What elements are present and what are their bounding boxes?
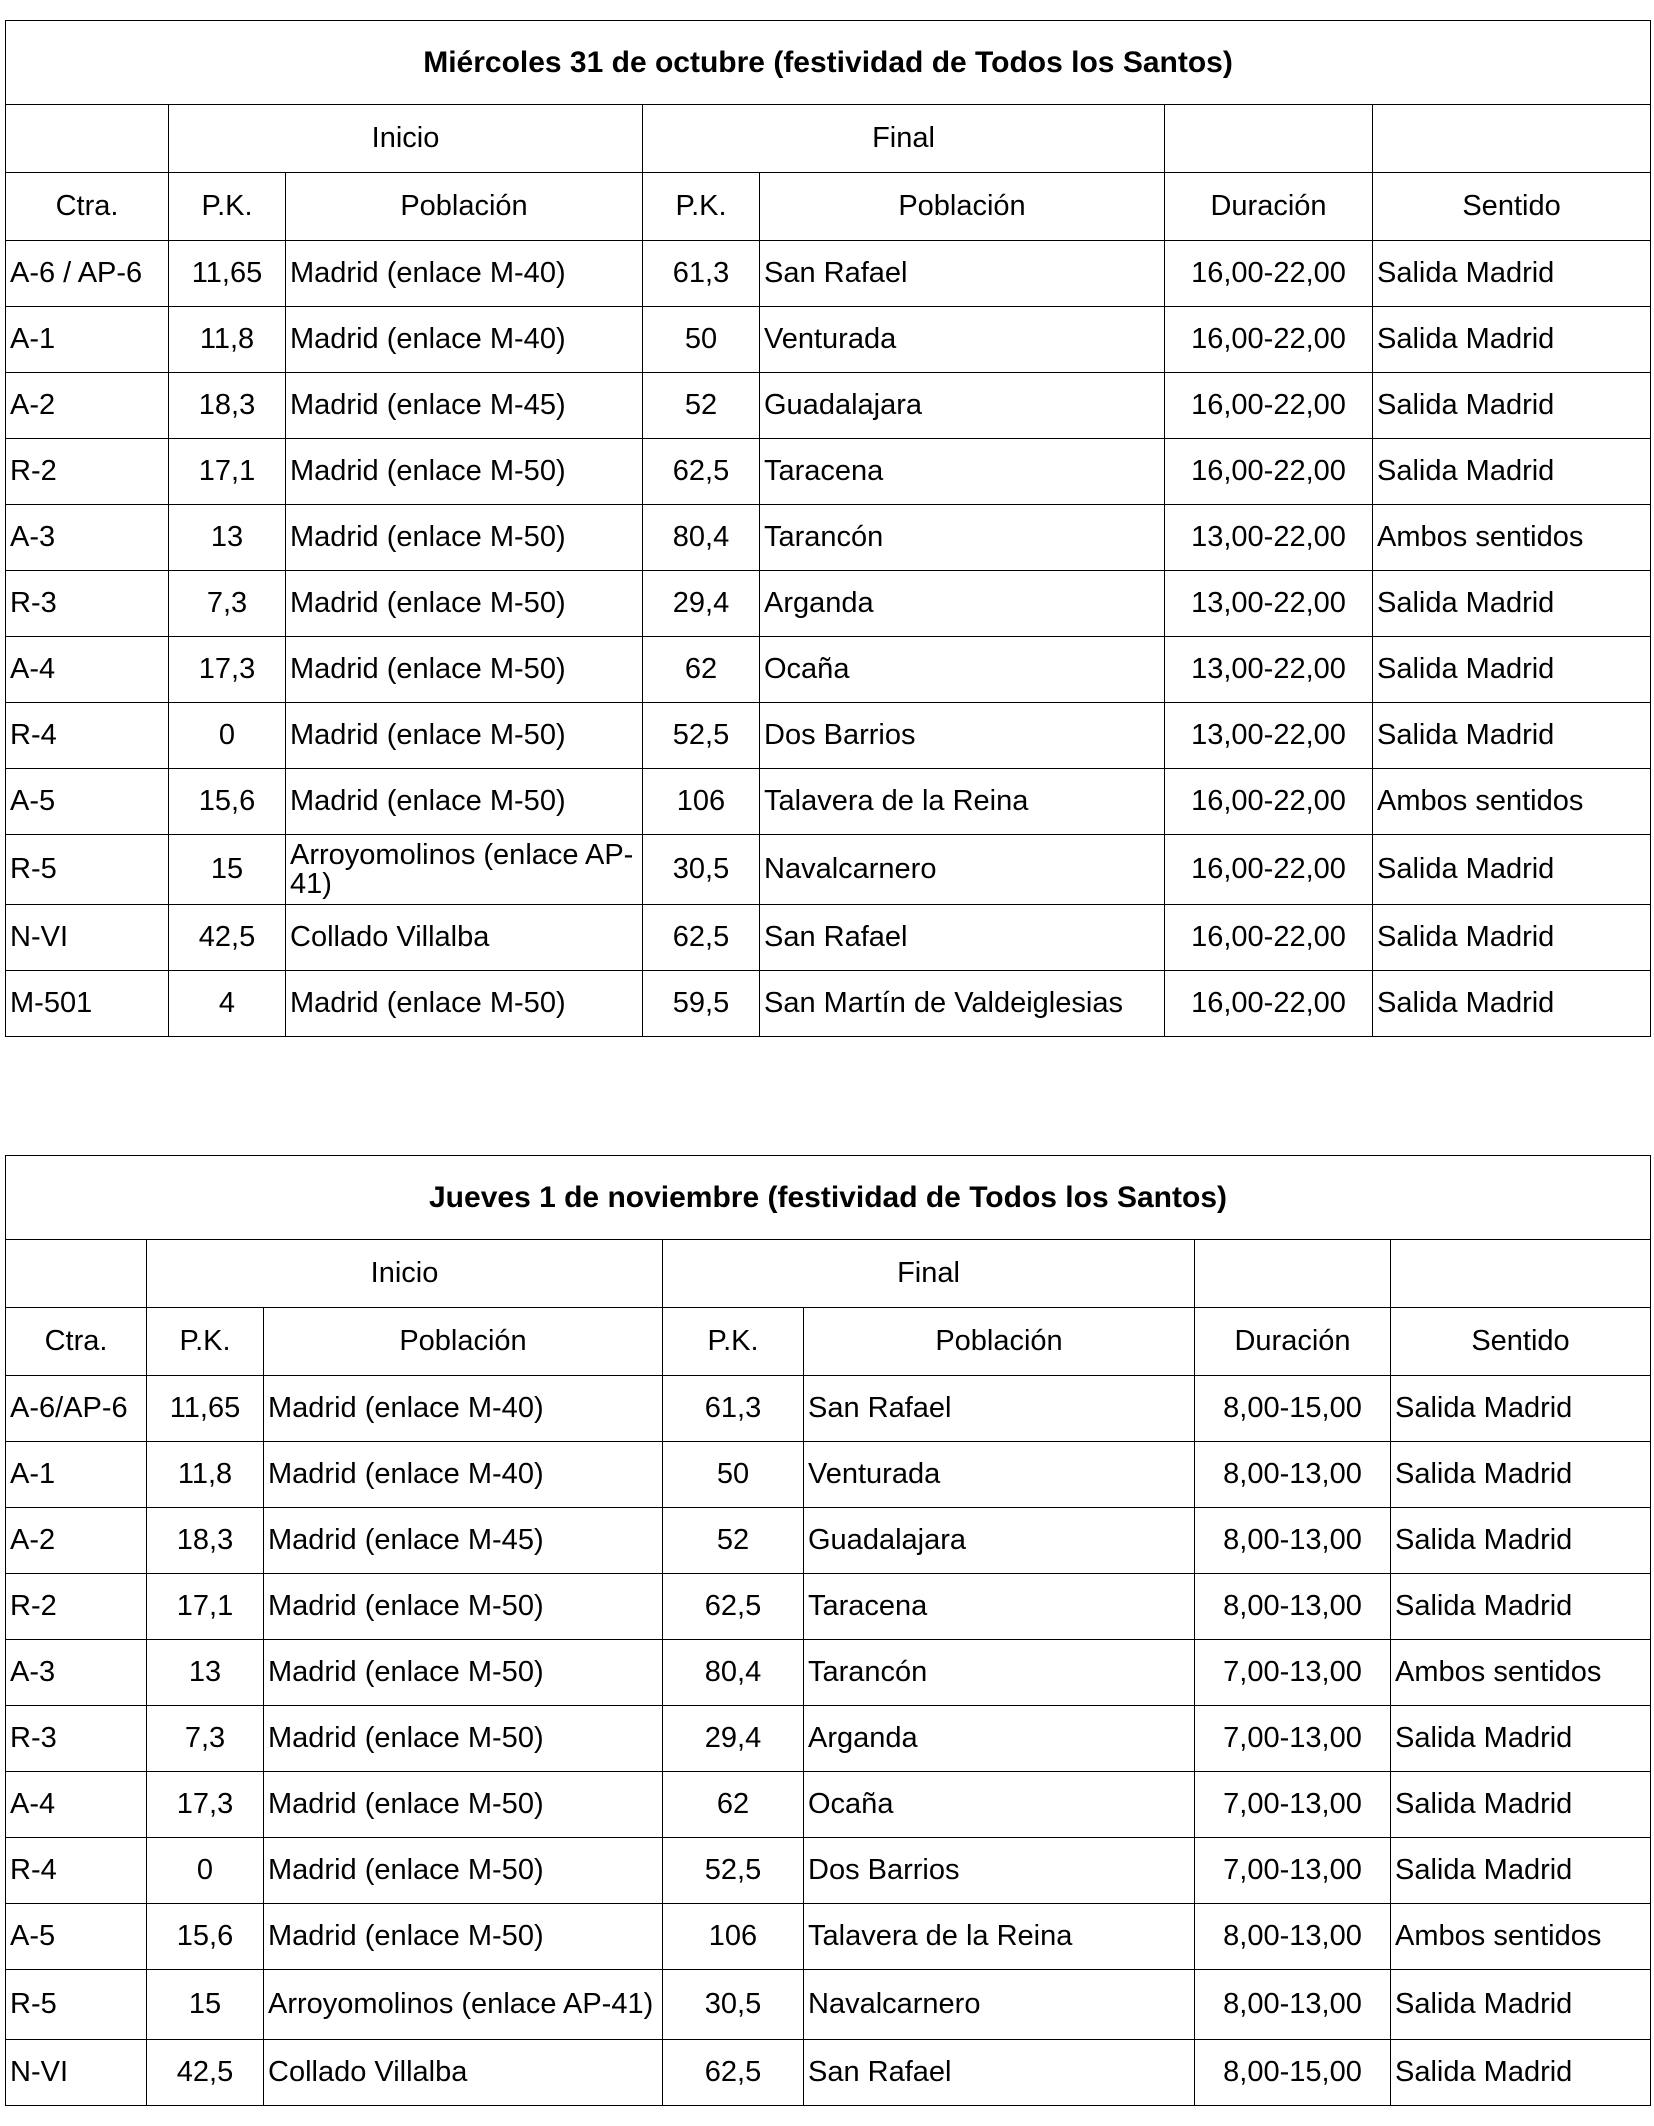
end-pk-cell: 29,4: [643, 571, 760, 637]
road-cell: M-501: [6, 971, 169, 1037]
start-pk-cell: 15: [169, 835, 286, 905]
duration-cell: 13,00-22,00: [1165, 571, 1373, 637]
table-row: [6, 703, 1651, 769]
column-header: Duración: [1165, 173, 1373, 241]
duration-cell: 7,00-13,00: [1195, 1640, 1391, 1706]
start-pk-cell: 0: [147, 1838, 264, 1904]
direction-cell: Salida Madrid: [1373, 637, 1651, 703]
end-town-cell: San Rafael: [804, 1376, 1195, 1442]
road-cell: R-3: [6, 571, 169, 637]
start-pk-cell: 11,8: [169, 307, 286, 373]
end-town-cell: Venturada: [804, 1442, 1195, 1508]
direction-cell: Salida Madrid: [1391, 1376, 1651, 1442]
start-town-cell: Madrid (enlace M-50): [264, 1838, 663, 1904]
column-header: Sentido: [1373, 173, 1651, 241]
group-header-inicio: Inicio: [169, 105, 643, 173]
column-header: Duración: [1195, 1308, 1391, 1376]
column-header: Sentido: [1391, 1308, 1651, 1376]
end-town-cell: Talavera de la Reina: [804, 1904, 1195, 1970]
start-pk-cell: 4: [169, 971, 286, 1037]
group-header-empty: [1195, 1240, 1391, 1308]
road-cell: A-2: [6, 1508, 147, 1574]
start-pk-cell: 11,8: [147, 1442, 264, 1508]
end-town-cell: Taracena: [760, 439, 1165, 505]
end-pk-cell: 62: [663, 1772, 804, 1838]
column-header: Población: [286, 173, 643, 241]
table-row: [6, 439, 1651, 505]
group-header-empty: [1165, 105, 1373, 173]
road-cell: A-6 / AP-6: [6, 241, 169, 307]
road-cell: A-1: [6, 1442, 147, 1508]
road-cell: R-2: [6, 1574, 147, 1640]
table-title: Jueves 1 de noviembre (festividad de Todos los Santos): [6, 1156, 1651, 1240]
start-pk-cell: 7,3: [147, 1706, 264, 1772]
end-pk-cell: 29,4: [663, 1706, 804, 1772]
column-header: Ctra.: [6, 1308, 147, 1376]
end-town-cell: Ocaña: [804, 1772, 1195, 1838]
direction-cell: Salida Madrid: [1373, 905, 1651, 971]
road-cell: A-4: [6, 1772, 147, 1838]
end-town-cell: Ocaña: [760, 637, 1165, 703]
road-cell: A-4: [6, 637, 169, 703]
start-pk-cell: 7,3: [169, 571, 286, 637]
group-header-final: Final: [663, 1240, 1195, 1308]
end-town-cell: San Rafael: [804, 2040, 1195, 2106]
end-pk-cell: 52: [643, 373, 760, 439]
start-pk-cell: 11,65: [169, 241, 286, 307]
table-row: [6, 1904, 1651, 1970]
road-cell: R-4: [6, 1838, 147, 1904]
table-row: [6, 1442, 1651, 1508]
road-cell: N-VI: [6, 905, 169, 971]
column-header: P.K.: [643, 173, 760, 241]
group-header-row: [6, 1240, 1651, 1308]
direction-cell: Salida Madrid: [1373, 571, 1651, 637]
table-row: [6, 1376, 1651, 1442]
schedule-table-oct31: [5, 20, 1651, 1037]
table-row: [6, 241, 1651, 307]
end-pk-cell: 80,4: [643, 505, 760, 571]
duration-cell: 8,00-13,00: [1195, 1574, 1391, 1640]
start-pk-cell: 13: [147, 1640, 264, 1706]
direction-cell: Salida Madrid: [1391, 1706, 1651, 1772]
duration-cell: 13,00-22,00: [1165, 505, 1373, 571]
start-pk-cell: 13: [169, 505, 286, 571]
end-pk-cell: 62,5: [663, 2040, 804, 2106]
start-pk-cell: 15,6: [147, 1904, 264, 1970]
start-town-cell: Madrid (enlace M-50): [264, 1706, 663, 1772]
end-town-cell: Arganda: [760, 571, 1165, 637]
end-pk-cell: 52: [663, 1508, 804, 1574]
start-town-cell: Madrid (enlace M-50): [286, 439, 643, 505]
duration-cell: 13,00-22,00: [1165, 703, 1373, 769]
start-pk-cell: 0: [169, 703, 286, 769]
column-header: P.K.: [147, 1308, 264, 1376]
end-pk-cell: 30,5: [643, 835, 760, 905]
start-town-cell: Madrid (enlace M-45): [264, 1508, 663, 1574]
end-pk-cell: 62,5: [643, 439, 760, 505]
duration-cell: 7,00-13,00: [1195, 1772, 1391, 1838]
group-header-empty: [6, 105, 169, 173]
table-row: [6, 1574, 1651, 1640]
end-pk-cell: 52,5: [643, 703, 760, 769]
direction-cell: Ambos sentidos: [1373, 769, 1651, 835]
end-town-cell: Dos Barrios: [804, 1838, 1195, 1904]
road-cell: A-6/AP-6: [6, 1376, 147, 1442]
road-cell: A-5: [6, 1904, 147, 1970]
start-town-cell: Madrid (enlace M-50): [286, 769, 643, 835]
column-header: P.K.: [169, 173, 286, 241]
end-pk-cell: 62,5: [643, 905, 760, 971]
table-row: [6, 1640, 1651, 1706]
end-town-cell: Talavera de la Reina: [760, 769, 1165, 835]
start-town-cell: Madrid (enlace M-50): [264, 1772, 663, 1838]
road-cell: R-3: [6, 1706, 147, 1772]
road-cell: R-5: [6, 1970, 147, 2040]
start-town-cell: Collado Villalba: [286, 905, 643, 971]
start-town-cell: Madrid (enlace M-50): [286, 971, 643, 1037]
end-town-cell: Tarancón: [760, 505, 1165, 571]
end-pk-cell: 50: [643, 307, 760, 373]
duration-cell: 8,00-15,00: [1195, 1376, 1391, 1442]
end-town-cell: Taracena: [804, 1574, 1195, 1640]
start-pk-cell: 18,3: [147, 1508, 264, 1574]
duration-cell: 16,00-22,00: [1165, 835, 1373, 905]
start-town-cell: Madrid (enlace M-50): [286, 505, 643, 571]
start-town-cell: Madrid (enlace M-40): [286, 307, 643, 373]
road-cell: R-2: [6, 439, 169, 505]
start-pk-cell: 17,1: [169, 439, 286, 505]
end-pk-cell: 106: [643, 769, 760, 835]
group-header-empty: [6, 1240, 147, 1308]
table-row: [6, 835, 1651, 905]
duration-cell: 8,00-13,00: [1195, 1442, 1391, 1508]
road-cell: N-VI: [6, 2040, 147, 2106]
end-town-cell: Navalcarnero: [760, 835, 1165, 905]
table-row: [6, 1970, 1651, 2040]
road-cell: A-3: [6, 505, 169, 571]
group-header-final: Final: [643, 105, 1165, 173]
duration-cell: 16,00-22,00: [1165, 769, 1373, 835]
table-row: [6, 637, 1651, 703]
duration-cell: 8,00-13,00: [1195, 1970, 1391, 2040]
start-town-cell: Madrid (enlace M-50): [286, 571, 643, 637]
start-pk-cell: 18,3: [169, 373, 286, 439]
end-pk-cell: 61,3: [663, 1376, 804, 1442]
start-town-cell: Madrid (enlace M-50): [286, 703, 643, 769]
start-pk-cell: 17,3: [169, 637, 286, 703]
duration-cell: 13,00-22,00: [1165, 637, 1373, 703]
start-town-cell: Madrid (enlace M-40): [286, 241, 643, 307]
duration-cell: 7,00-13,00: [1195, 1838, 1391, 1904]
direction-cell: Salida Madrid: [1373, 307, 1651, 373]
end-pk-cell: 50: [663, 1442, 804, 1508]
table-row: [6, 905, 1651, 971]
start-town-cell: Arroyomolinos (enlace AP-41): [286, 835, 643, 905]
direction-cell: Salida Madrid: [1391, 1508, 1651, 1574]
column-header: Población: [804, 1308, 1195, 1376]
direction-cell: Salida Madrid: [1391, 1442, 1651, 1508]
start-town-cell: Madrid (enlace M-50): [264, 1574, 663, 1640]
start-town-cell: Madrid (enlace M-50): [286, 637, 643, 703]
schedule-table-nov1: [5, 1155, 1651, 2106]
duration-cell: 16,00-22,00: [1165, 307, 1373, 373]
duration-cell: 7,00-13,00: [1195, 1706, 1391, 1772]
start-pk-cell: 15: [147, 1970, 264, 2040]
direction-cell: Salida Madrid: [1373, 835, 1651, 905]
table-row: [6, 505, 1651, 571]
start-pk-cell: 17,3: [147, 1772, 264, 1838]
start-pk-cell: 11,65: [147, 1376, 264, 1442]
direction-cell: Salida Madrid: [1373, 971, 1651, 1037]
direction-cell: Salida Madrid: [1391, 2040, 1651, 2106]
road-cell: R-4: [6, 703, 169, 769]
direction-cell: Ambos sentidos: [1373, 505, 1651, 571]
end-pk-cell: 106: [663, 1904, 804, 1970]
road-cell: R-5: [6, 835, 169, 905]
start-town-cell: Madrid (enlace M-45): [286, 373, 643, 439]
table-row: [6, 571, 1651, 637]
duration-cell: 8,00-15,00: [1195, 2040, 1391, 2106]
duration-cell: 16,00-22,00: [1165, 905, 1373, 971]
duration-cell: 16,00-22,00: [1165, 439, 1373, 505]
end-pk-cell: 52,5: [663, 1838, 804, 1904]
start-pk-cell: 15,6: [169, 769, 286, 835]
end-town-cell: San Rafael: [760, 241, 1165, 307]
start-town-cell: Madrid (enlace M-40): [264, 1442, 663, 1508]
end-town-cell: Tarancón: [804, 1640, 1195, 1706]
table-row: [6, 1508, 1651, 1574]
table-row: [6, 1772, 1651, 1838]
direction-cell: Salida Madrid: [1373, 241, 1651, 307]
duration-cell: 16,00-22,00: [1165, 241, 1373, 307]
table-row: [6, 769, 1651, 835]
table-row: [6, 373, 1651, 439]
group-header-empty: [1373, 105, 1651, 173]
column-header-row: [6, 1308, 1651, 1376]
table-title-row: [6, 21, 1651, 105]
duration-cell: 8,00-13,00: [1195, 1904, 1391, 1970]
road-cell: A-5: [6, 769, 169, 835]
start-town-cell: Arroyomolinos (enlace AP-41): [264, 1970, 663, 2040]
direction-cell: Ambos sentidos: [1391, 1640, 1651, 1706]
direction-cell: Salida Madrid: [1373, 703, 1651, 769]
duration-cell: 8,00-13,00: [1195, 1508, 1391, 1574]
start-pk-cell: 42,5: [147, 2040, 264, 2106]
start-town-cell: Madrid (enlace M-50): [264, 1640, 663, 1706]
direction-cell: Salida Madrid: [1373, 373, 1651, 439]
column-header-row: [6, 173, 1651, 241]
direction-cell: Salida Madrid: [1391, 1838, 1651, 1904]
table-title-row: [6, 1156, 1651, 1240]
direction-cell: Salida Madrid: [1391, 1574, 1651, 1640]
start-pk-cell: 17,1: [147, 1574, 264, 1640]
start-town-cell: Madrid (enlace M-40): [264, 1376, 663, 1442]
table-title: Miércoles 31 de octubre (festividad de Todos los Santos): [6, 21, 1651, 105]
direction-cell: Salida Madrid: [1391, 1772, 1651, 1838]
start-town-cell: Collado Villalba: [264, 2040, 663, 2106]
column-header: Población: [264, 1308, 663, 1376]
column-header: Población: [760, 173, 1165, 241]
end-pk-cell: 62: [643, 637, 760, 703]
group-header-inicio: Inicio: [147, 1240, 663, 1308]
end-town-cell: Guadalajara: [760, 373, 1165, 439]
start-town-cell: Madrid (enlace M-50): [264, 1904, 663, 1970]
road-cell: A-1: [6, 307, 169, 373]
column-header: Ctra.: [6, 173, 169, 241]
end-pk-cell: 30,5: [663, 1970, 804, 2040]
end-town-cell: Guadalajara: [804, 1508, 1195, 1574]
duration-cell: 16,00-22,00: [1165, 373, 1373, 439]
direction-cell: Ambos sentidos: [1391, 1904, 1651, 1970]
end-pk-cell: 80,4: [663, 1640, 804, 1706]
road-cell: A-2: [6, 373, 169, 439]
table-row: [6, 1838, 1651, 1904]
duration-cell: 16,00-22,00: [1165, 971, 1373, 1037]
end-town-cell: San Rafael: [760, 905, 1165, 971]
end-pk-cell: 62,5: [663, 1574, 804, 1640]
table-row: [6, 1706, 1651, 1772]
table-row: [6, 307, 1651, 373]
start-pk-cell: 42,5: [169, 905, 286, 971]
end-town-cell: Dos Barrios: [760, 703, 1165, 769]
group-header-empty: [1391, 1240, 1651, 1308]
end-town-cell: Arganda: [804, 1706, 1195, 1772]
table-row: [6, 2040, 1651, 2106]
end-town-cell: Venturada: [760, 307, 1165, 373]
table-row: [6, 971, 1651, 1037]
direction-cell: Salida Madrid: [1391, 1970, 1651, 2040]
end-pk-cell: 61,3: [643, 241, 760, 307]
group-header-row: [6, 105, 1651, 173]
end-pk-cell: 59,5: [643, 971, 760, 1037]
end-town-cell: Navalcarnero: [804, 1970, 1195, 2040]
column-header: P.K.: [663, 1308, 804, 1376]
direction-cell: Salida Madrid: [1373, 439, 1651, 505]
road-cell: A-3: [6, 1640, 147, 1706]
end-town-cell: San Martín de Valdeiglesias: [760, 971, 1165, 1037]
